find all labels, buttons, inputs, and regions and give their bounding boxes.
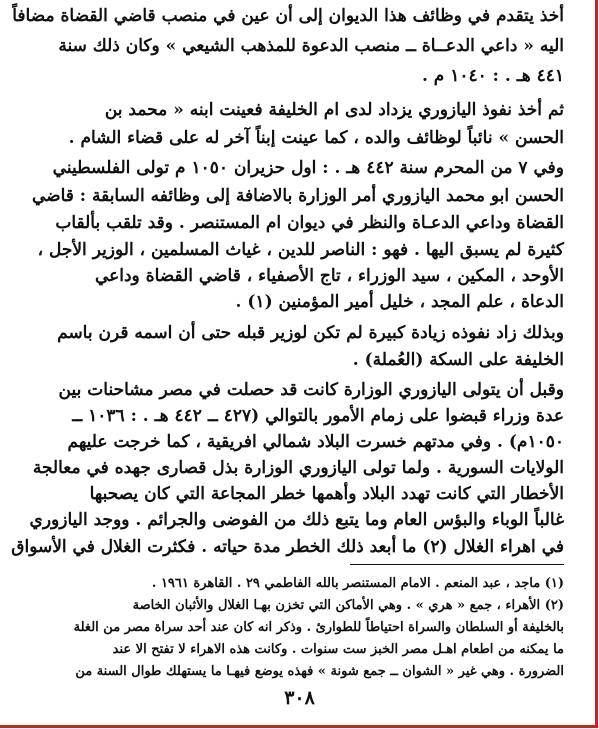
footnote-line: (١) ماجد ، عبد المنعم . الامام المستنصر بالله الفاطمي ٢٩ . القاهرة ١٩٦١ . [151, 576, 564, 591]
page-number: ٣٠٨ [284, 687, 315, 709]
body-line: القضاة وداعي الدعـاة والنظر في ديوان ام المستنصر . وقد تلقب بألقاب [55, 213, 564, 233]
footnote-line: (٢) الأهراء ، جمع « هري » . وهي الأماكن التي تخزن بهـا الغلال والأثبان الخاصة [132, 598, 564, 613]
body-line: كثيرة لم يسبق اليها . فهو : الناصر للدين ، غياث المسلمين ، الوزير الأجل ، [37, 240, 564, 260]
body-line: الولايات السورية . ولما تولى اليازوري الوزارة بذل قصارى جهده في معالجة [32, 458, 564, 478]
body-line: أخذ يتقدم في وظائف هذا الديوان إلى أن عين في منصب قاضي القضاة مضافاً [12, 6, 564, 26]
body-line: غالباً الوباء والبؤس العام وما يتبع ذلك من الفوضى والجرائم . ووجد اليازوري [29, 510, 564, 530]
body-line: ٤٤١ هـ . : ١٠٤٠ م . [421, 66, 564, 86]
body-line: وفي ٧ من المحرم سنة ٤٤٢ هـ . : اول حزيران ١٠٥٠ م تولى الفلسطيني [52, 158, 564, 178]
footnote-separator [350, 564, 564, 565]
body-line: الأوحد ، المكين ، سيد الوزراء ، تاج الأصفياء ، قاضي القضاة وداعي [94, 266, 564, 286]
body-line: الحسن ابو محمد اليازوري أمر الوزارة بالاضافة إلى وظائفه السابقة : قاضي [31, 186, 564, 206]
body-line: ثم أخذ نفوذ اليازوري يزداد لدى ام الخليفة فعينت ابنه « محمد بن [104, 100, 564, 120]
footnote-line: ما يمكنه من اطعام اهـل مصر الخبز ست سنوات . وكانت هذه الاهراء لا تفتح الا عند [112, 642, 564, 657]
body-line: الدعاة ، علم المجد ، خليل أمير المؤمنين (١) . [235, 292, 564, 312]
body-line: الحسن » نائباً لوظائف والده ، كما عينت إبناً آخر له على قضاء الشام . [68, 128, 564, 148]
body-line: عدة وزراء قبضوا على زمام الأمور بالتوالي (٤٢٧ ــ ٤٤٢ هـ . : ١٠٣٦ ــ [72, 406, 564, 426]
body-line: اليه « داعي الدعــاة ــ منصب الدعوة للمذهب الشيعي » وكان ذلك سنة [58, 36, 564, 56]
footnote-line: الضرورة . وهي غير « الشوان ــ جمع شونة » فهذه يوضع فيهـا ما يستهلك طوال السنة من [75, 664, 564, 679]
body-line: في اهراء الغلال (٢) ما أبعد ذلك الخطر مدة حياته . فكثرت الغلال في الأسواق [11, 537, 564, 557]
body-line: وبذلك زاد نفوذه زيادة كبيرة لم تكن لوزير قبله حتى أن اسمه قرن باسم [57, 323, 564, 343]
footnote-line: بالخليفة أو السلطان والسراة احتياطاً للطوارئ . وذكر انه كان عند أحد سراة مصر من الغلة [73, 620, 564, 635]
body-line: الخليفة على السكة (العُملة) . [352, 350, 564, 370]
body-line: الأخطار التي كانت تهدد البلاد وأهمها خطر المجاعة التي كان يصحبها [89, 484, 564, 504]
body-line: وقبل أن يتولى اليازوري الوزارة كانت قد حصلت في مصر مشاحنات بين [58, 380, 564, 400]
body-line: ١٠٥٠م) . وفي مدتهم خسرت البلاد شمالي افريقية ، كما خرجت عليهم [67, 432, 564, 452]
